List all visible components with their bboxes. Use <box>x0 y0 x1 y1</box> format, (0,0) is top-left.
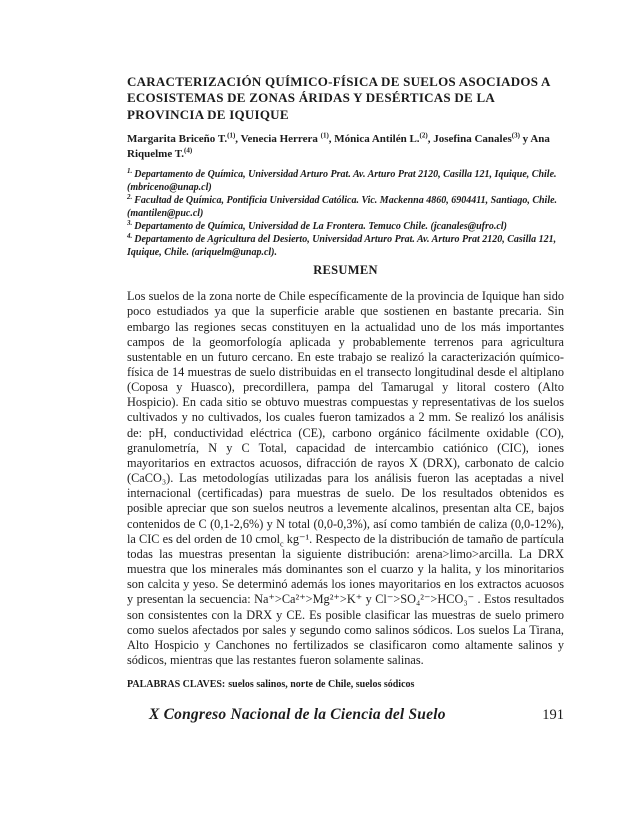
abstract-heading: RESUMEN <box>313 263 378 278</box>
congress-title: X Congreso Nacional de la Ciencia del Suelo <box>149 706 446 724</box>
author-affiliation-marker: (4) <box>184 146 193 155</box>
affiliation-text: Departamento de Agricultura del Desierto, Universidad Arturo Prat. Av. Arturo Prat 2120, Casilla 121, Iquique, Chile. (ariquelm@unap.cl). <box>127 234 557 259</box>
author-name: Margarita Briceño T. <box>127 133 228 146</box>
affiliation-entry <box>127 168 564 194</box>
keywords-line <box>127 678 564 691</box>
author-name: y Ana Riquelme T. <box>127 133 550 161</box>
affiliation-entry <box>127 233 564 259</box>
affiliation-number: 1. <box>127 166 133 175</box>
paper-title <box>127 74 564 123</box>
keywords-label: PALABRAS CLAVES: <box>127 679 226 691</box>
affiliation-number: 4. <box>127 231 133 240</box>
affiliation-text: Departamento de Química, Universidad Arturo Prat. Av. Arturo Prat 2120, Casilla 121, Iquique, Chile. (mbriceno@unap.cl) <box>127 169 557 194</box>
paper-title-line: PROVINCIA DE IQUIQUE <box>127 106 289 122</box>
affiliation-entry <box>127 194 564 220</box>
author-affiliation-marker: (3) <box>511 131 520 140</box>
page-number: 191 <box>542 707 564 724</box>
page-content <box>127 74 564 724</box>
affiliations-block <box>127 168 564 259</box>
abstract-subscript: c <box>280 539 284 549</box>
author-name: , Mónica Antilén L. <box>328 133 420 146</box>
author-affiliation-marker: (1) <box>320 131 329 140</box>
page-footer <box>127 706 564 724</box>
affiliation-text: Facultad de Química, Pontificia Universidad Católica. Vic. Mackenna 4860, 6904411, Santiago, Chile. (mantilen@puc.cl) <box>127 195 558 220</box>
abstract-text: kg⁻¹. Respecto de la distribución de tamaño de partícula todas las muestras presentan la siguiente distribución: arena>limo>arcilla. La DRX muestra que los minerales más dominantes son el cuarzo y la halita, y los minoritarios son calcita y yeso. Se determinó además los iones mayoritarios en los extractos acuosos y presentan la secuencia: Na⁺>Ca²⁺>Mg²⁺>K⁺ y Cl⁻>SO₄²⁻>HCO₃⁻ . Estos resultados son consistentes con la DRX y CE. Es posible clasificar las muestras de suelo primero como suelos afectados por sales y segundo como salinos sódicos. Los suelos La Tirana, Alto Hospicio y Canchones no fertilizados se clasificaron como altamente salinos y sódicos, mientras que las restantes fueron solamente salinas. <box>127 531 564 667</box>
paper-title-line: CARACTERIZACIÓN QUÍMICO-FÍSICA DE SUELOS ASOCIADOS A <box>127 74 551 89</box>
author-name: , Venecia Herrera <box>235 133 321 146</box>
author-affiliation-marker: (1) <box>227 131 236 140</box>
author-affiliation-marker: (2) <box>419 131 428 140</box>
affiliation-number: 2. <box>127 192 133 201</box>
abstract-text: Los suelos de la zona norte de Chile específicamente de la provincia de Iquique han sido poco estudiados ya que la superficie arable que sostienen en bastante precaria. Sin embargo las regiones secas constituyen en la actualidad uno de los más importantes campos de la geomorfología aplicada y probablemente terrenos para agricultura sustentable en un futuro cercano. En este trabajo se realizó la caracterización químico-física de 14 muestras de suelo distribuidas en el transecto longitudinal desde el altiplano (Coposa y Huasco), precordillera, pampa del Tamarugal y litoral costero (Alto Hospicio). En cada sitio se obtuvo muestras compuestas y representativas de los suelos cultivados y no cultivados, los cuales fueron tamizados a 2 mm. Se realizó los análisis de: pH, conductividad eléctrica (CE), carbono orgánico fácilmente oxidable (CO), granulometría, N y C Total, capacidad de intercambio catiónico (CIC), iones mayoritarios en extractos acuosos, difracción de rayos X (DRX), carbonato de calcio (CaCO₃). Las metodologías utilizadas para los análisis fueron las aceptadas a nivel internacional (certificadas) para muestras de suelo. De los resultados obtenidos es posible apreciar que son suelos neutros a levemente alcalinos, presentan alta CE, bajos contenidos de C (0,1-2,6%) y N total (0,0-0,3%), así como también de caliza (0,0-12%), la CIC es del orden de 10 cmol <box>127 289 564 546</box>
affiliation-text: Departamento de Química, Universidad de La Frontera. Temuco Chile. (jcanales@ufro.cl) <box>134 221 507 233</box>
authors-line <box>127 132 564 162</box>
author-name: , Josefina Canales <box>427 133 512 146</box>
affiliation-entry <box>127 220 564 233</box>
paper-title-line: ECOSISTEMAS DE ZONAS ÁRIDAS Y DESÉRTICAS DE LA <box>127 90 496 106</box>
abstract-paragraph <box>127 289 564 668</box>
keywords-text: suelos salinos, norte de Chile, suelos sódicos <box>228 679 415 691</box>
affiliation-number: 3. <box>127 218 133 227</box>
